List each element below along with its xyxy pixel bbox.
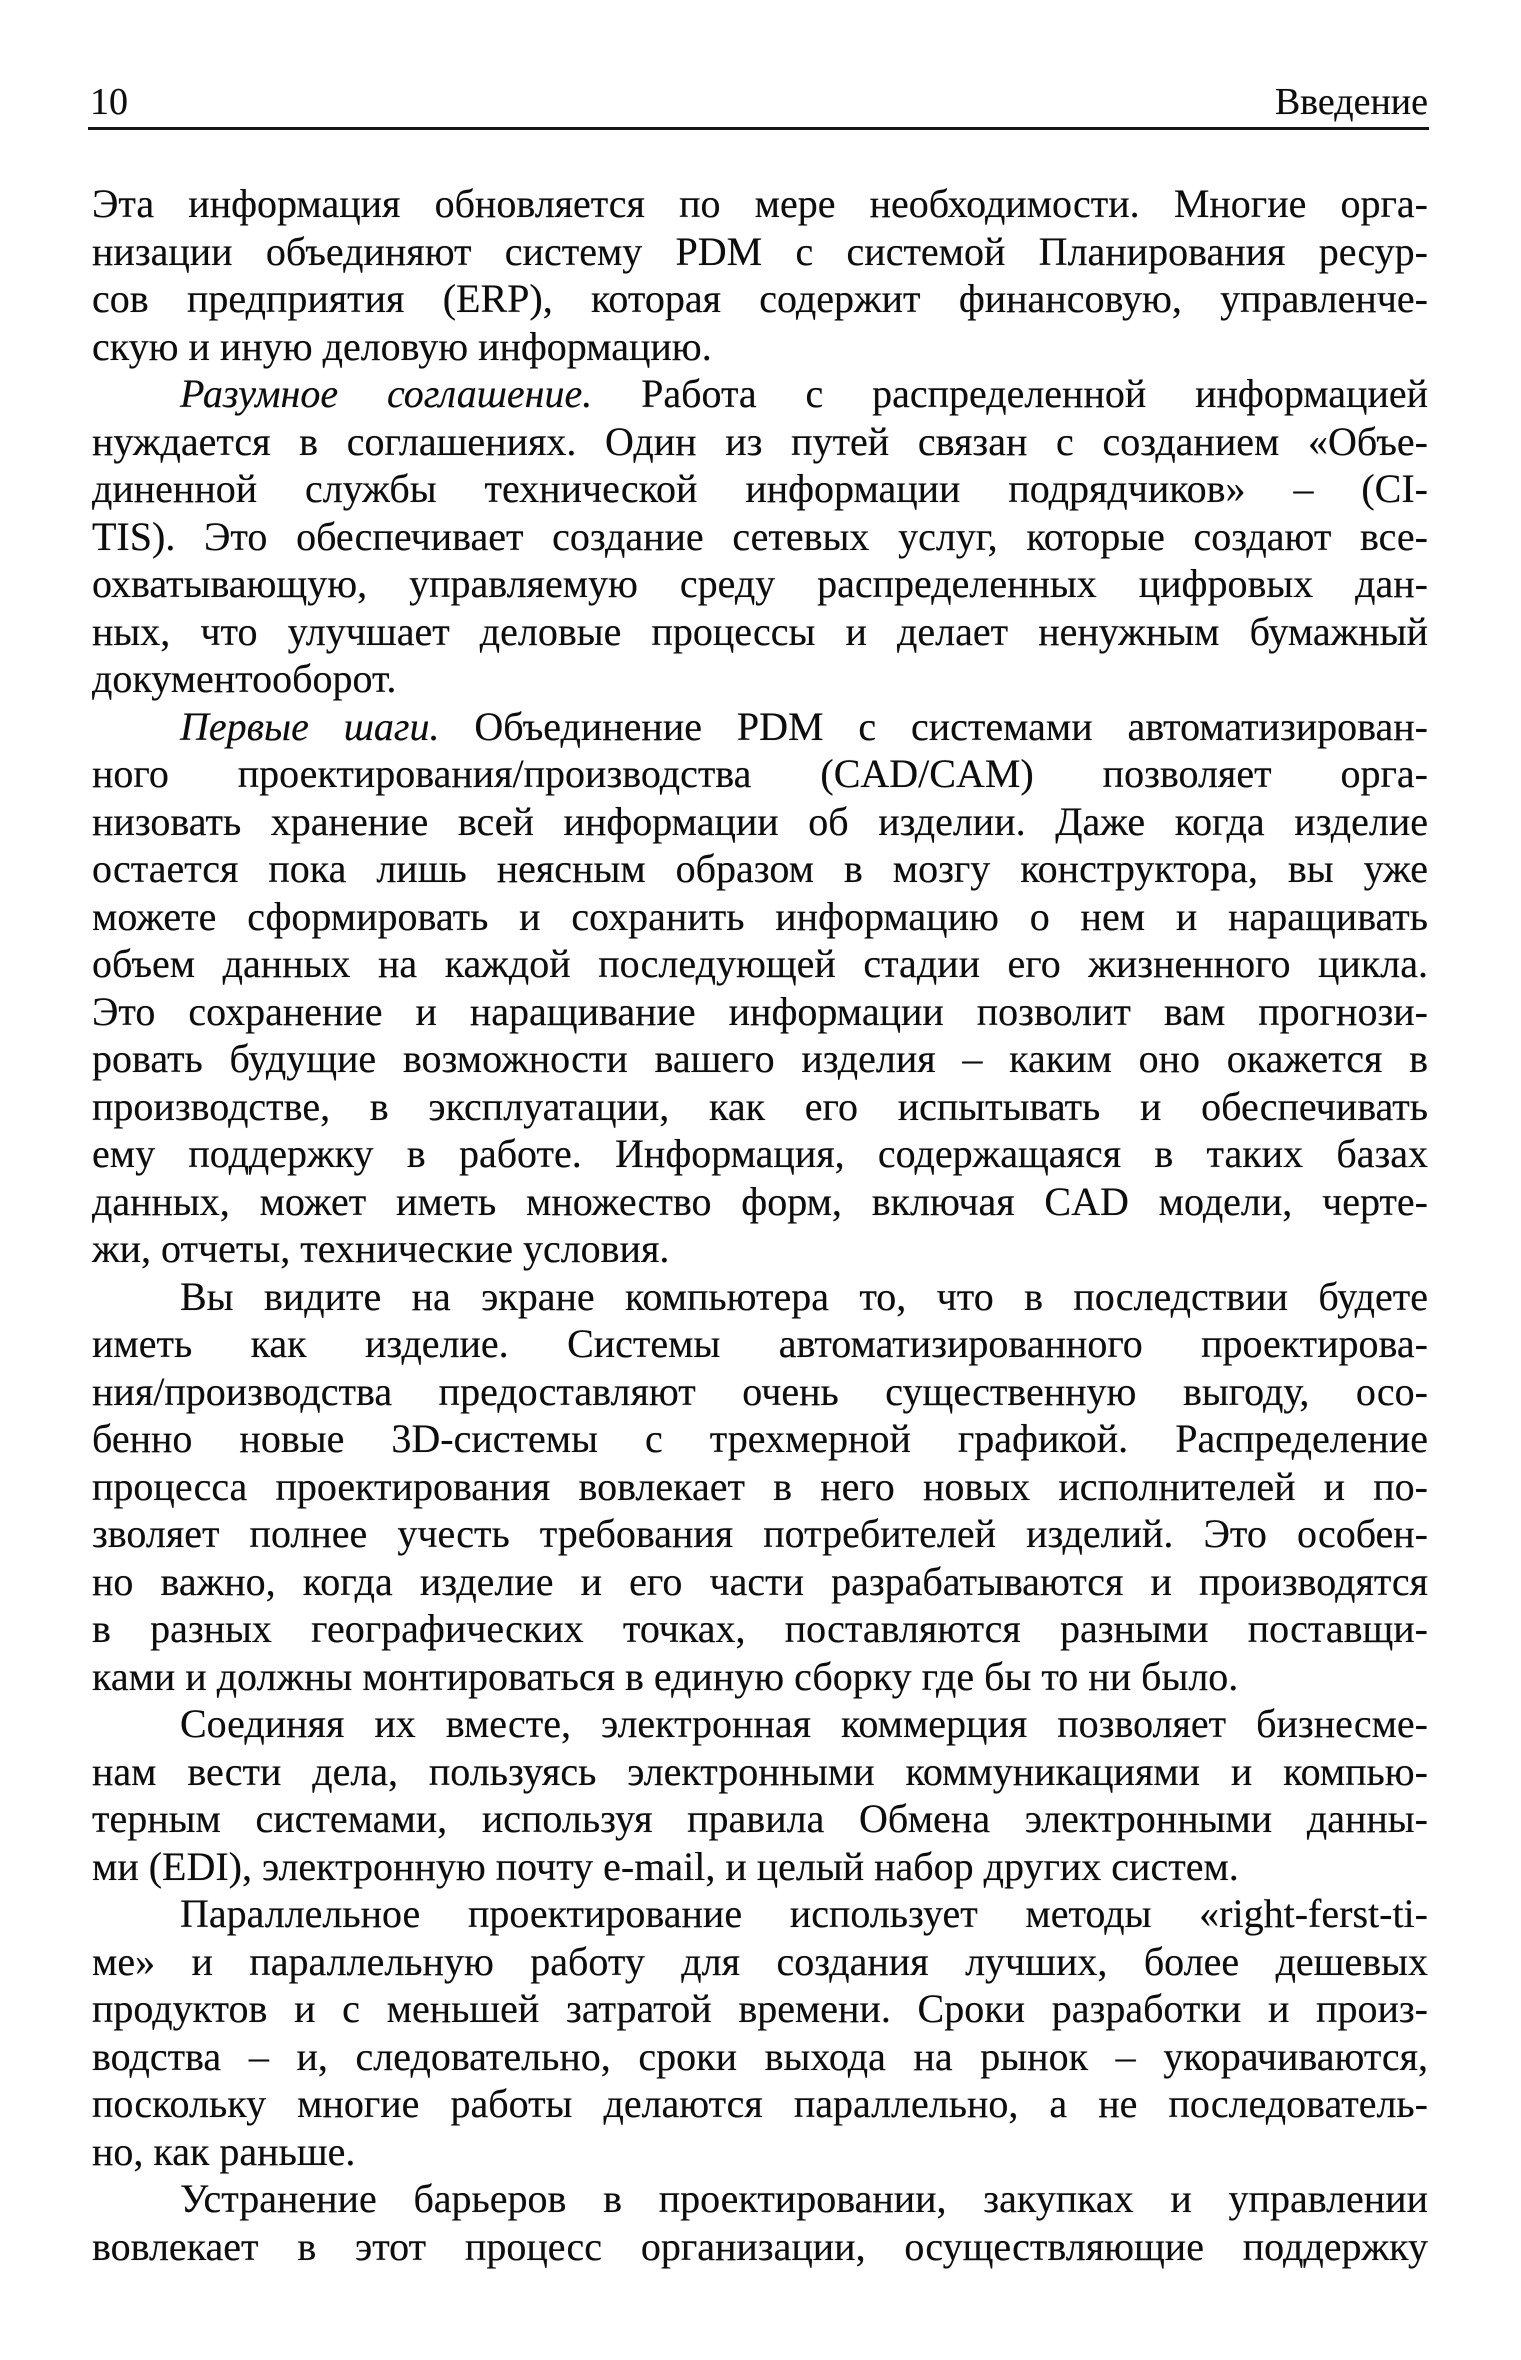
text-line: но, как раньше. bbox=[92, 2128, 356, 2174]
text-line: ния/производства предоставляют очень существенную выгоду, осо- bbox=[92, 1368, 1428, 1414]
text-line: ных, что улучшает деловые процессы и делает ненужным бумажный bbox=[92, 608, 1428, 654]
text-line: низации объединяют систему PDM с системой Планирования ресур- bbox=[92, 228, 1428, 274]
text-line: зволяет полнее учесть требования потребителей изделий. Это особен- bbox=[92, 1511, 1428, 1556]
text-line: низовать хранение всей информации об изделии. Даже когда изделие bbox=[92, 798, 1428, 844]
text-line: TIS). Это обеспечивает создание сетевых услуг, которые создают все- bbox=[92, 513, 1428, 559]
text-line: ми (EDI), электронную почту e-mail, и целый набор других систем. bbox=[92, 1843, 1239, 1889]
text-line: терным системами, используя правила Обмена электронными данны- bbox=[92, 1796, 1428, 1841]
text-line: ему поддержку в работе. Информация, содержащаяся в таких базах bbox=[92, 1131, 1428, 1176]
text-line: продуктов и с меньшей затратой времени. Сроки разработки и произ- bbox=[92, 1986, 1428, 2031]
text-line: водства – и, следовательно, сроки выхода на рынок – укорачиваются, bbox=[92, 2033, 1428, 2079]
text-line: ками и должны монтироваться в единую сборку где бы то ни было. bbox=[92, 1653, 1239, 1699]
text-line: иметь как изделие. Системы автоматизированного проектирова- bbox=[92, 1321, 1428, 1366]
text-line: ровать будущие возможности вашего изделия – каким оно окажется в bbox=[92, 1036, 1428, 1081]
page-header bbox=[90, 80, 1428, 124]
text-line: Эта информация обновляется по мере необходимости. Многие орга- bbox=[92, 181, 1428, 226]
text-line bbox=[92, 370, 1428, 418]
text-line: поскольку многие работы делаются параллельно, а не последователь- bbox=[92, 2081, 1428, 2126]
text-line: диненной службы технической информации подрядчиков» – (CI- bbox=[92, 466, 1428, 511]
text-line: но важно, когда изделие и его части разрабатываются и производятся bbox=[92, 1558, 1428, 1604]
text-line: ного проектирования/производства (CAD/CAM) позволяет орга- bbox=[92, 751, 1428, 796]
text-line-rest: Объединение PDM с системами автоматизирован- bbox=[474, 703, 1428, 749]
text-line: ме» и параллельную работу для создания лучших, более дешевых bbox=[92, 1938, 1428, 1984]
text-line: производстве, в эксплуатации, как его испытывать и обеспечивать bbox=[92, 1083, 1428, 1129]
text-line: охватывающую, управляемую среду распределенных цифровых дан- bbox=[92, 561, 1428, 606]
section-title: Введение bbox=[1274, 81, 1428, 123]
text-line: Это сохранение и наращивание информации позволит вам прогнози- bbox=[92, 988, 1428, 1034]
paragraph-lead-italic: Разумное соглашение. bbox=[180, 371, 593, 416]
text-line: бенно новые 3D-системы с трехмерной графикой. Распределение bbox=[92, 1416, 1428, 1461]
text-line: остается пока лишь неясным образом в мозгу конструктора, вы уже bbox=[92, 846, 1428, 891]
text-line: скую и иную деловую информацию. bbox=[92, 323, 712, 369]
text-line: сов предприятия (ERP), которая содержит финансовую, управленче- bbox=[92, 276, 1428, 321]
text-line: Устранение барьеров в проектировании, закупках и управлении bbox=[180, 2176, 1428, 2221]
text-line: вовлекает в этот процесс организации, осуществляющие поддержку bbox=[92, 2223, 1428, 2269]
header-rule bbox=[88, 127, 1429, 130]
page-number: 10 bbox=[90, 81, 128, 123]
text-line: Вы видите на экране компьютера то, что в последствии будете bbox=[180, 1273, 1428, 1319]
text-line: Параллельное проектирование использует методы «right-ferst-ti- bbox=[180, 1891, 1428, 1936]
text-line bbox=[92, 703, 1428, 751]
text-line: объем данных на каждой последующей стадии его жизненного цикла. bbox=[92, 941, 1428, 986]
text-line: данных, может иметь множество форм, включая CAD модели, черте- bbox=[92, 1178, 1428, 1224]
text-line: нам вести дела, пользуясь электронными коммуникациями и компью- bbox=[92, 1748, 1428, 1794]
text-line: в разных географических точках, поставляются разными поставщи- bbox=[92, 1606, 1428, 1651]
text-line: процесса проектирования вовлекает в него новых исполнителей и по- bbox=[92, 1463, 1428, 1509]
paragraph-lead-italic: Первые шаги. bbox=[180, 703, 440, 749]
text-line: можете сформировать и сохранить информацию о нем и наращивать bbox=[92, 893, 1428, 939]
text-line: нуждается в соглашениях. Один из путей связан с созданием «Объе- bbox=[92, 418, 1428, 464]
text-line: жи, отчеты, технические условия. bbox=[92, 1226, 670, 1271]
page-body bbox=[92, 180, 1428, 2270]
text-line: Соединяя их вместе, электронная коммерция позволяет бизнесме- bbox=[180, 1701, 1428, 1746]
text-line: документооборот. bbox=[92, 656, 397, 701]
text-line-rest: Работа с распределенной информацией bbox=[641, 371, 1429, 416]
